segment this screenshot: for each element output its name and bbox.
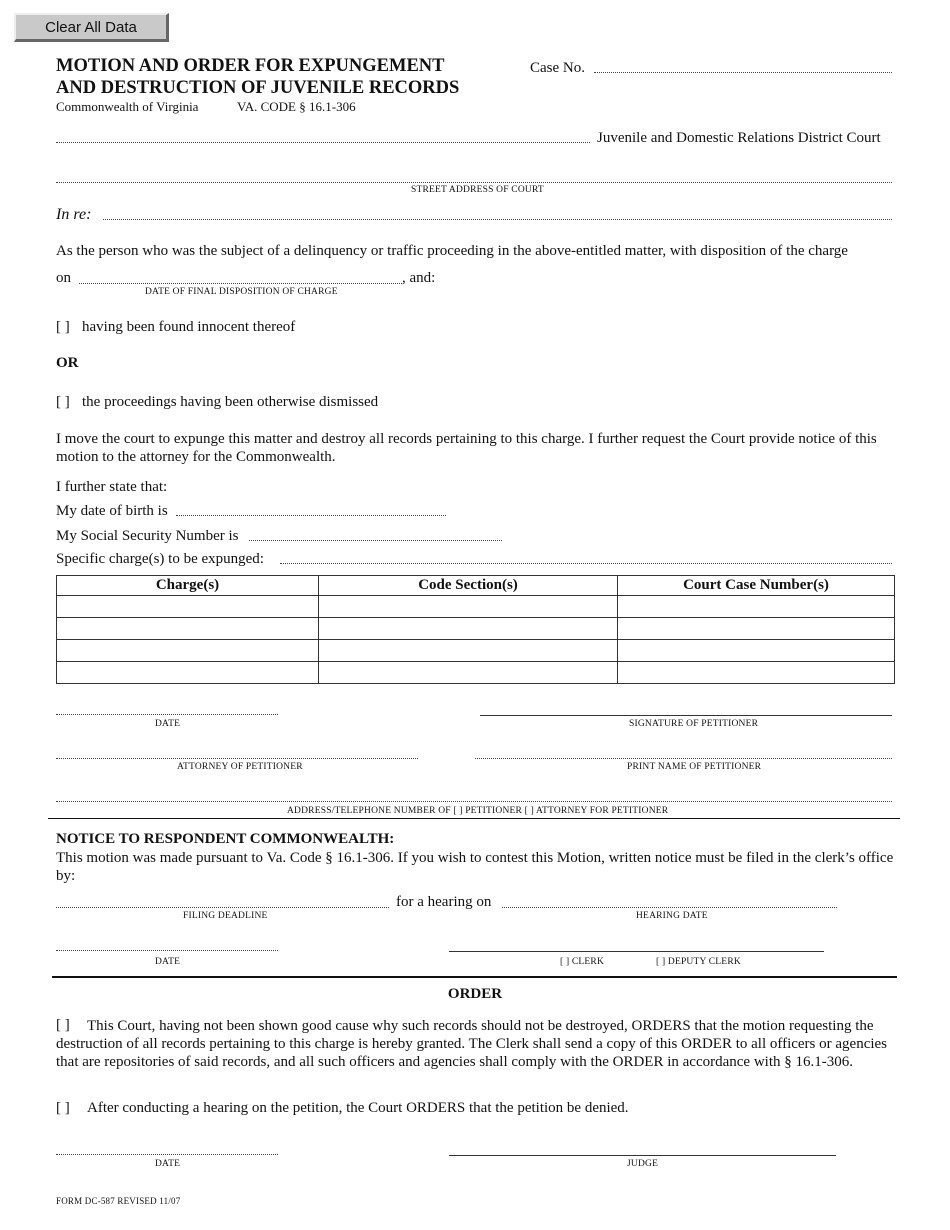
hearing-on-label: for a hearing on [396, 894, 492, 910]
code-section-cell[interactable] [319, 640, 618, 662]
jurisdiction: Commonwealth of Virginia [56, 99, 199, 114]
address-telephone-field[interactable] [56, 801, 892, 802]
judge-signature-field[interactable] [449, 1155, 836, 1156]
or-label: OR [56, 355, 79, 371]
code-section-cell[interactable] [319, 618, 618, 640]
address-telephone-label: ADDRESS/TELEPHONE NUMBER OF [ ] PETITIONER [ ] ATTORNEY FOR PETITIONER [287, 806, 669, 816]
innocent-checkbox[interactable]: [ ] [56, 319, 70, 335]
charges-label: Specific charge(s) to be expunged: [56, 551, 264, 567]
table-row [57, 618, 895, 640]
case-no-label: Case No. [530, 60, 585, 76]
charges-field[interactable] [280, 563, 892, 564]
ssn-field[interactable] [249, 540, 502, 541]
attorney-label: ATTORNEY OF PETITIONER [177, 762, 303, 772]
on-label: on [56, 270, 71, 286]
clerk-checkbox[interactable]: [ ] CLERK [560, 957, 605, 967]
code-reference: VA. CODE § 16.1-306 [237, 99, 356, 114]
notice-date-field[interactable] [56, 950, 278, 951]
innocent-label: having been found innocent thereof [82, 319, 296, 335]
form-title-line2: AND DESTRUCTION OF JUVENILE RECORDS [56, 78, 460, 98]
hearing-date-label: HEARING DATE [636, 911, 708, 921]
charge-cell[interactable] [57, 662, 319, 684]
motion-request: I move the court to expunge this matter and destroy all records pertaining to this charge. I further request the Court provide notice of this motion to the attorney for the Commonwealth. [56, 431, 877, 465]
charge-cell[interactable] [57, 640, 319, 662]
further-state-label: I further state that: [56, 479, 168, 495]
ssn-label: My Social Security Number is [56, 528, 239, 544]
filing-deadline-field[interactable] [56, 907, 389, 908]
section-divider [48, 818, 900, 819]
code-section-cell[interactable] [319, 662, 618, 684]
and-label: , and: [402, 270, 436, 286]
order-granted-checkbox[interactable]: [ ] [56, 1017, 70, 1033]
column-header-case-numbers: Court Case Number(s) [618, 576, 895, 596]
disposition-date-label: DATE OF FINAL DISPOSITION OF CHARGE [145, 287, 338, 297]
deputy-clerk-checkbox[interactable]: [ ] DEPUTY CLERK [656, 957, 741, 967]
clerk-signature-field[interactable] [449, 951, 824, 952]
in-re-label: In re: [56, 206, 92, 223]
section-divider [52, 976, 897, 978]
charge-cell[interactable] [57, 596, 319, 618]
case-no-field[interactable] [594, 72, 892, 73]
court-name-field[interactable] [56, 142, 590, 143]
in-re-field[interactable] [103, 219, 892, 220]
court-type: Juvenile and Domestic Relations District Court [597, 130, 881, 146]
filing-deadline-label: FILING DEADLINE [183, 911, 268, 921]
form-id: FORM DC-587 REVISED 11/07 [56, 1196, 181, 1206]
form-title-line1: MOTION AND ORDER FOR EXPUNGEMENT [56, 56, 445, 76]
case-number-cell[interactable] [618, 618, 895, 640]
table-row [57, 640, 895, 662]
dismissed-label: the proceedings having been otherwise dismissed [82, 394, 379, 410]
column-header-code-sections: Code Section(s) [319, 576, 618, 596]
code-section-cell[interactable] [319, 596, 618, 618]
order-heading: ORDER [447, 986, 503, 1002]
case-number-cell[interactable] [618, 640, 895, 662]
column-header-charges: Charge(s) [57, 576, 319, 596]
judge-label: JUDGE [627, 1159, 659, 1169]
dob-field[interactable] [176, 515, 446, 516]
case-number-cell[interactable] [618, 662, 895, 684]
order-denied-checkbox[interactable]: [ ] [56, 1100, 70, 1116]
table-row [57, 662, 895, 684]
print-name-label: PRINT NAME OF PETITIONER [627, 762, 762, 772]
petitioner-signature-field[interactable] [480, 715, 892, 716]
street-address-label: STREET ADDRESS OF COURT [411, 185, 544, 195]
order-date-label: DATE [155, 1159, 181, 1169]
order-granted-text: This Court, having not been shown good cause why such records should not be destroyed, ORDERS that the motion requesting the destruction of all records pertaining to this charge is hereby granted. The Clerk shall send a copy of this ORDER to all officers or agencies that are repositories of said records, and all such officers and agencies shall comply with the ORDER in accordance with § 16.1-306. [56, 1018, 888, 1070]
street-address-field[interactable] [56, 182, 892, 183]
disposition-date-field[interactable] [79, 283, 402, 284]
table-row [57, 596, 895, 618]
motion-intro: As the person who was the subject of a delinquency or traffic proceeding in the above-entitled matter, with disposition of the charge [56, 243, 848, 259]
petition-date-field[interactable] [56, 714, 278, 715]
petitioner-signature-label: SIGNATURE OF PETITIONER [629, 719, 759, 729]
order-denied-text: After conducting a hearing on the petition, the Court ORDERS that the petition be denied. [87, 1100, 629, 1116]
clear-all-data-button[interactable]: Clear All Data [14, 13, 169, 42]
case-number-cell[interactable] [618, 596, 895, 618]
notice-heading: NOTICE TO RESPONDENT COMMONWEALTH: [56, 831, 395, 847]
charges-table [56, 575, 895, 684]
petition-date-label: DATE [155, 719, 181, 729]
notice-date-label: DATE [155, 957, 181, 967]
attorney-field[interactable] [56, 758, 418, 759]
notice-text: This motion was made pursuant to Va. Code § 16.1-306. If you wish to contest this Motion, written notice must be filed in the clerk’s office by: [56, 850, 894, 884]
table-header-row [57, 576, 895, 596]
dismissed-checkbox[interactable]: [ ] [56, 394, 70, 410]
dob-label: My date of birth is [56, 503, 168, 519]
hearing-date-field[interactable] [502, 907, 837, 908]
print-name-field[interactable] [475, 758, 892, 759]
order-date-field[interactable] [56, 1154, 278, 1155]
charge-cell[interactable] [57, 618, 319, 640]
